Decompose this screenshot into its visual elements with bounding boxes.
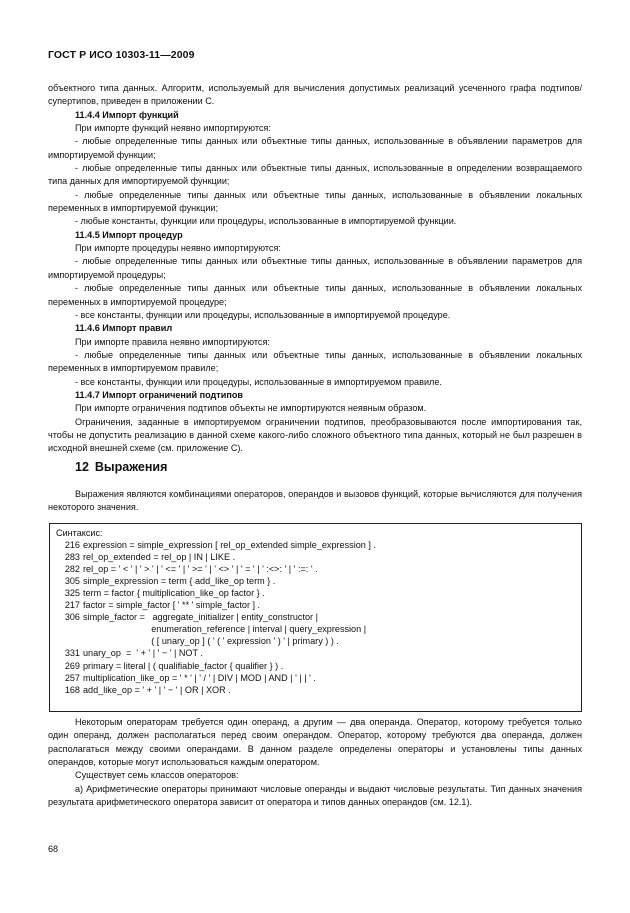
list-item: - любые константы, функции или процедуры, использованные в импортируемой функции. — [75, 216, 457, 227]
syntax-line — [56, 539, 581, 551]
list-item: - любые определенные типы данных или объектные типы данных, использованные в объявлении параметров для импортируемой функции; — [48, 136, 582, 160]
page-number: 68 — [48, 844, 59, 854]
paragraph: объектного типа данных. Алгоритм, используемый для вычисления допустимых реализаций усеченного графа подтипов/супертипов, приведен в приложении С. — [48, 83, 582, 107]
subsection-title: 11.4.5 Импорт процедур — [75, 229, 183, 240]
body-text-top — [48, 82, 582, 456]
list-item: - любые определенные типы данных или объектные типы данных, использованные в объявлении локальных переменных в импортируемом правиле; — [48, 349, 582, 374]
list-item: - все константы, функции или процедуры, использованные в импортируемой процедуре. — [75, 309, 451, 320]
rule-number: 306 — [64, 612, 80, 623]
rule-number: 331 — [64, 648, 80, 659]
rule-text: rel_op_extended = rel_op | IN | LIKE . — [83, 552, 236, 563]
rule-text: unary_op = ' + ' | ' − ' | NOT . — [83, 648, 203, 659]
body-text-bottom — [48, 716, 582, 809]
subsection-title: 11.4.4 Импорт функций — [75, 109, 179, 120]
rule-text: factor = simple_factor [ ' ** ' simple_factor ] . — [83, 600, 261, 611]
paragraph: При импорте процедуры неявно импортируются: — [75, 243, 281, 254]
paragraph: Выражения являются комбинациями операторов, операндов и вызовов функций, которые вычисляются для получения некоторого значения. — [48, 489, 582, 513]
rule-number: 305 — [64, 576, 80, 587]
rule-number: 168 — [64, 684, 80, 695]
section-number: 12 — [75, 460, 89, 474]
syntax-lines — [56, 539, 581, 696]
rule-text: ( [ unary_op ] ( ' ( ' expression ' ) ' | primary ) ) . — [83, 636, 339, 647]
subsection-title: 11.4.6 Импорт правил — [75, 323, 173, 334]
paragraph: Существует семь классов операторов: — [75, 770, 239, 781]
rule-text: multiplication_like_op = ' * ' | ' / ' | DIV | MOD | AND | ' | | ' . — [83, 672, 316, 683]
rule-text: term = factor { multiplication_like_op factor } . — [83, 588, 265, 599]
paragraph: При импорте ограничения подтипов объекты не импортируются неявным образом. — [75, 403, 427, 414]
syntax-line — [56, 647, 581, 659]
list-item: - любые определенные типы данных или объектные типы данных, использованные в определении возвращаемого типа данных для импортируемой функции; — [48, 163, 582, 187]
rule-text: rel_op = ' < ' | ' > ' | ' <= ' | ' >= ' | ' <> ' | ' = ' | ' :<>: ' | ' :=: ' . — [83, 564, 318, 575]
rule-number: 269 — [64, 660, 80, 671]
rule-text: simple_factor = aggregate_initializer | entity_constructor | — [83, 612, 318, 623]
list-item: - любые определенные типы данных или объектные типы данных, использованные в объявлении локальных переменных в импортируемой процедуре; — [48, 283, 582, 307]
rule-number: 216 — [64, 540, 80, 551]
running-header: ГОСТ Р ИСО 10303-11—2009 — [48, 49, 195, 61]
list-item: - все константы, функции или процедуры, использованные в импортируемом правиле. — [75, 376, 442, 387]
rule-text: expression = simple_expression [ rel_op_extended simple_expression ] . — [83, 540, 376, 551]
paragraph: Ограничения, заданные в импортируемом ограничении подтипов, преобразовываются после импортирования так, чтобы не допустить реализацию в данной схеме какого-либо сложного объектного типа данных, который не был разрешен в исходной внешней схеме (см. приложение С). — [48, 416, 582, 454]
list-item: - любые определенные типы данных или объектные типы данных, использованные в объявлении локальных переменных в импортируемой функции; — [48, 189, 582, 214]
syntax-line — [56, 684, 581, 696]
section-intro — [48, 488, 582, 515]
syntax-line — [56, 551, 581, 563]
rule-number: 217 — [64, 600, 80, 611]
rule-number: 257 — [64, 672, 80, 683]
syntax-line — [56, 599, 581, 611]
subsection-title: 11.4.7 Импорт ограничений подтипов — [75, 389, 243, 400]
rule-number: 282 — [64, 564, 80, 575]
syntax-line — [56, 660, 581, 672]
rule-text: enumeration_reference | interval | query_expression | — [83, 624, 367, 635]
paragraph: При импорте функций неявно импортируются: — [75, 123, 271, 134]
syntax-line — [56, 635, 581, 647]
list-item: - любые определенные типы данных или объектные типы данных, использованные в объявлении параметров для импортируемой процедуры; — [48, 256, 582, 280]
section-heading — [75, 460, 173, 474]
syntax-line — [56, 623, 581, 635]
rule-text: simple_expression = term { add_like_op term } . — [83, 576, 276, 587]
syntax-line — [56, 575, 581, 587]
rule-text: add_like_op = ' + ' | ' − ' | OR | XOR . — [83, 684, 231, 695]
section-title: Выражения — [94, 460, 168, 474]
rule-text: primary = literal | ( qualifiable_factor { qualifier } ) . — [83, 660, 284, 671]
rule-number: 283 — [64, 552, 80, 563]
syntax-line — [56, 587, 581, 599]
syntax-box — [49, 523, 582, 712]
paragraph: При импорте правила неявно импортируются: — [75, 336, 270, 347]
syntax-line — [56, 563, 581, 575]
syntax-label: Синтаксис: — [56, 528, 103, 538]
syntax-line — [56, 672, 581, 684]
paragraph: Некоторым операторам требуется один операнд, а другим — два операнда. Оператор, которому требуется только один операнд, должен располагаться перед своим операндом. Оператор, которому требуются два операнда, должен располагаться между своими операндами. В данном разделе определены операторы и установлены типы данных операндов, которые могут использоваться каждым оператором. — [48, 717, 582, 768]
rule-number: 325 — [64, 588, 80, 599]
list-item: а) Арифметические операторы принимают числовые операнды и выдают числовые результаты. Тип данных значения результата арифметического оператора зависит от оператора и типов данных операндов (см. 12.1). — [48, 783, 582, 808]
syntax-line — [56, 611, 581, 623]
